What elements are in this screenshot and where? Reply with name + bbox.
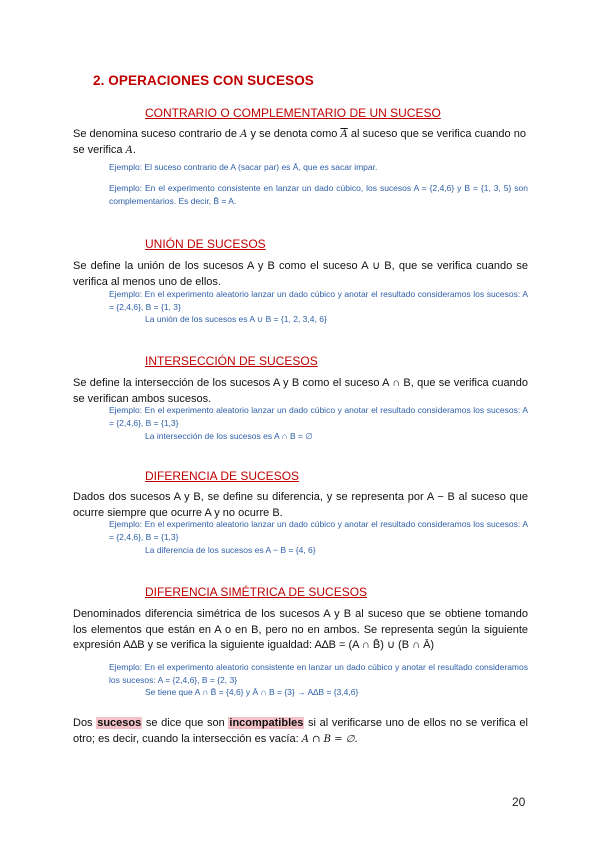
example-union-result: La unión de los sucesos es A ∪ B = {1, 2, 3,4, 6}	[145, 314, 327, 324]
def-text: Se denomina suceso contrario de	[73, 128, 241, 140]
math-a: A	[125, 144, 133, 156]
def-text: .	[354, 732, 358, 745]
math-empty-intersection: A ∩ B = ∅	[301, 733, 355, 745]
page-number: 20	[512, 795, 526, 809]
heading-simetrica: DIFERENCIA SIMÉTRICA DE SUCESOS	[145, 585, 368, 599]
def-text: si al verificarse uno de ellos no se verifica el otro; es decir, cuando la intersección es vacía:	[73, 717, 528, 745]
math-a: A	[240, 129, 248, 140]
def-text: y se denota como	[247, 128, 341, 140]
def-text: se dice que son	[142, 717, 229, 729]
def-text: .	[132, 143, 136, 156]
example-simetrica-result: Se tiene que A ∩ B̄ = {4,6} y Ā ∩ B = {3} → A∆B = {3,4,6}	[145, 687, 359, 697]
example-contrario-2: Ejemplo: En el experimento consistente en lanzar un dado cúbico, los sucesos A = {2,4,6} y B = {1, 3, 5} son complementarios. Es decir, B̄ = A.	[109, 183, 528, 206]
example-contrario-1: Ejemplo: El suceso contrario de A (sacar par) es Ā, que es sacar impar.	[109, 162, 378, 172]
highlight-incompatibles: incompatibles	[229, 717, 304, 729]
heading-interseccion: INTERSECCIÓN DE SUCESOS	[145, 354, 318, 368]
example-interseccion-result: La intersección de los sucesos es A ∩ B = ∅	[145, 431, 313, 441]
example-union: Ejemplo: En el experimento aleatorio lanzar un dado cúbico y anotar el resultado consideramos los sucesos: A = {2,4,6}, B = {1, 3}	[109, 289, 528, 312]
example-diferencia-result: La diferencia de los sucesos es A − B = {4, 6}	[145, 545, 316, 555]
example-interseccion: Ejemplo: En el experimento aleatorio lanzar un dado cúbico y anotar el resultado consideramos los sucesos: A = {2,4,6}, B = {1,3}	[109, 405, 528, 428]
def-text: Dos	[73, 717, 97, 729]
definition-diferencia: Dados dos sucesos A y B, se define su diferencia, y se representa por A − B al suceso que ocurre siempre que ocurre A y no ocurre B.	[73, 491, 528, 519]
math-a-bar: $\overline{A}$	[340, 129, 348, 140]
highlight-sucesos: sucesos	[97, 717, 142, 729]
def-text: al suceso que se verifica cuando no se verifica	[73, 128, 526, 156]
heading-diferencia: DIFERENCIA DE SUCESOS	[145, 469, 300, 483]
definition-union: Se define la unión de los sucesos A y B como el suceso A ∪ B, que se verifica cuando se verifica al menos uno de ellos.	[73, 260, 528, 288]
definition-simetrica: Denominados diferencia simétrica de los sucesos A y B al suceso que se obtiene tomando los elementos que están en A o en B, pero no en ambos. Se representa según la siguiente expresión A∆B y se verifica la siguiente igualdad: A∆B = (A ∩ B̄) ∪ (B ∩ Ā)	[73, 608, 528, 651]
definition-interseccion: Se define la intersección de los sucesos A y B como el suceso A ∩ B, que se verifica cuando se verifican ambos sucesos.	[73, 377, 528, 405]
heading-union: UNIÓN DE SUCESOS	[145, 237, 266, 251]
definition-contrario	[73, 127, 526, 158]
section-title: 2. OPERACIONES CON SUCESOS	[93, 73, 314, 88]
definition-incompatibles	[73, 716, 528, 747]
example-simetrica: Ejemplo: En el experimento aleatorio consistente en lanzar un dado cúbico y anotar el resultado consideramos los sucesos: A = {2,4,6}, B = {2, 3}	[109, 662, 528, 685]
heading-contrario: CONTRARIO O COMPLEMENTARIO DE UN SUCESO	[145, 106, 441, 120]
example-diferencia: Ejemplo: En el experimento aleatorio lanzar un dado cúbico y anotar el resultado consideramos los sucesos: A = {2,4,6}, B = {1,3}	[109, 519, 528, 542]
